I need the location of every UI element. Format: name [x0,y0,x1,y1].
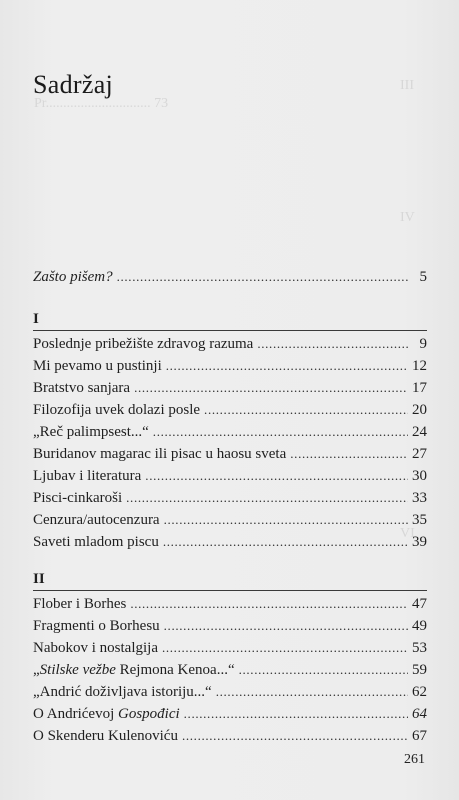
toc-entry-title [33,465,141,487]
toc-entry-page: 47 [412,596,427,612]
toc-entry-title-part: Filozofija uvek dolazi posle [33,402,201,418]
page-number: 261 [404,752,425,767]
toc-entry-title: Zašto pišem? [33,269,113,285]
section-heading: II [33,571,45,587]
toc-sections [33,308,427,747]
toc-leader-dots [257,333,409,355]
toc-entry-title [33,659,235,681]
toc-entry-page: 33 [412,490,427,506]
toc-leader-dots [162,637,408,659]
toc-entry-page: 64 [412,706,427,722]
toc-entry-title-part: Rejmona Kenoa...“ [115,662,235,678]
toc-entry-page: 35 [412,512,427,528]
table-of-contents [33,266,427,747]
toc-entry[interactable] [33,703,427,725]
toc-entry[interactable] [33,593,427,615]
toc-entry-page: 67 [412,728,427,744]
toc-entry[interactable] [33,531,427,553]
toc-entry-page: 39 [412,534,427,550]
toc-entry-title [33,443,286,465]
toc-entry-page: 49 [412,618,427,634]
toc-entry-title [33,681,212,703]
toc-entry-title [33,421,149,443]
toc-entry-title [33,615,160,637]
toc-entry-page: 59 [412,662,427,678]
toc-entry-title-part: Buridanov magarac ili pisac u haosu sveta [33,446,287,462]
toc-entry-title-part: Poslednje pribežište zdravog razuma [33,336,254,352]
toc-entry[interactable] [33,399,427,421]
toc-entry-title-part: „Reč palimpsest...“ [33,424,149,440]
toc-entry-title [33,377,130,399]
toc-entry-title-part: Cenzura/autocenzura [33,512,160,528]
toc-entry-title [33,509,160,531]
toc-entry-page: 62 [412,684,427,700]
toc-entry-title-part: „Andrić doživljava istoriju...“ [33,684,212,700]
toc-entry-title-part: Mi pevamo u pustinji [33,358,162,374]
page-title: Sadržaj [33,70,114,99]
toc-leader-dots [204,399,408,421]
show-through-text: IV [400,210,415,225]
toc-entry-title-part: Nabokov i nostalgija [33,640,158,656]
toc-entry-title [33,593,126,615]
toc-entry-title-part: „ [33,662,40,678]
toc-entry-title-part: Pisci-cinkaroši [33,490,123,506]
toc-entry-title-part: Gospođici [117,706,180,722]
toc-entry-title [33,355,162,377]
toc-entry[interactable] [33,659,427,681]
toc-section [33,308,427,553]
toc-entry[interactable] [33,377,427,399]
section-rule [33,330,427,331]
toc-entry[interactable] [33,465,427,487]
show-through-text: Pr.............................. 73 [34,96,169,111]
toc-entry[interactable] [33,355,427,377]
toc-entry[interactable] [33,487,427,509]
toc-leader-dots [163,531,408,553]
toc-leader-dots [239,659,408,681]
show-through-text: III [400,78,414,93]
toc-entry-page: 27 [412,446,427,462]
toc-leader-dots [164,509,408,531]
toc-leader-dots [126,487,408,509]
show-through-text: VI [400,526,415,541]
toc-entry[interactable] [33,266,427,288]
toc-leader-dots [164,615,408,637]
toc-entry-title [33,333,253,355]
toc-entry-title-part: Fragmenti o Borhesu [33,618,160,634]
toc-leader-dots [290,443,408,465]
toc-leader-dots [134,377,408,399]
toc-entry-page: 5 [419,269,427,285]
toc-entry-title-part: O Andrićevoj [33,706,118,722]
toc-entry-page: 53 [412,640,427,656]
toc-leader-dots [184,703,408,725]
toc-leader-dots [182,725,408,747]
section-rule [33,590,427,591]
toc-leader-dots [145,465,408,487]
toc-entry-page: 17 [412,380,427,396]
toc-entry-title-part: Ljubav i literatura [33,468,142,484]
toc-entry-page: 12 [412,358,427,374]
toc-leader-dots [216,681,408,703]
toc-leader-dots [117,266,409,288]
toc-entry[interactable] [33,443,427,465]
toc-entry[interactable] [33,681,427,703]
toc-entry-title-part: Bratstvo sanjara [33,380,131,396]
toc-entry-title [33,703,180,725]
toc-entry-page: 20 [412,402,427,418]
toc-section [33,568,427,747]
toc-entry[interactable] [33,637,427,659]
toc-entry-title [33,725,178,747]
toc-entry[interactable] [33,615,427,637]
toc-entry-page: 30 [412,468,427,484]
toc-entry-title [33,399,200,421]
toc-entry-page: 9 [419,336,427,352]
toc-leader-dots [166,355,408,377]
toc-entry-page: 24 [412,424,427,440]
toc-leader-dots [130,593,408,615]
toc-entry-title [33,637,158,659]
toc-entry-title-part: O Skenderu Kulenoviću [33,728,178,744]
toc-entry-title-part: Stilske vežbe [39,662,116,678]
toc-entry[interactable] [33,509,427,531]
toc-entry-title-part: Flober i Borhes [33,596,127,612]
toc-entry[interactable] [33,333,427,355]
toc-leader-dots [153,421,408,443]
toc-entry-title [33,531,159,553]
toc-entry[interactable] [33,421,427,443]
toc-entry-title-part: Saveti mladom piscu [33,534,159,550]
toc-entry[interactable] [33,725,427,747]
section-heading: I [33,311,39,327]
toc-entry-title [33,487,122,509]
